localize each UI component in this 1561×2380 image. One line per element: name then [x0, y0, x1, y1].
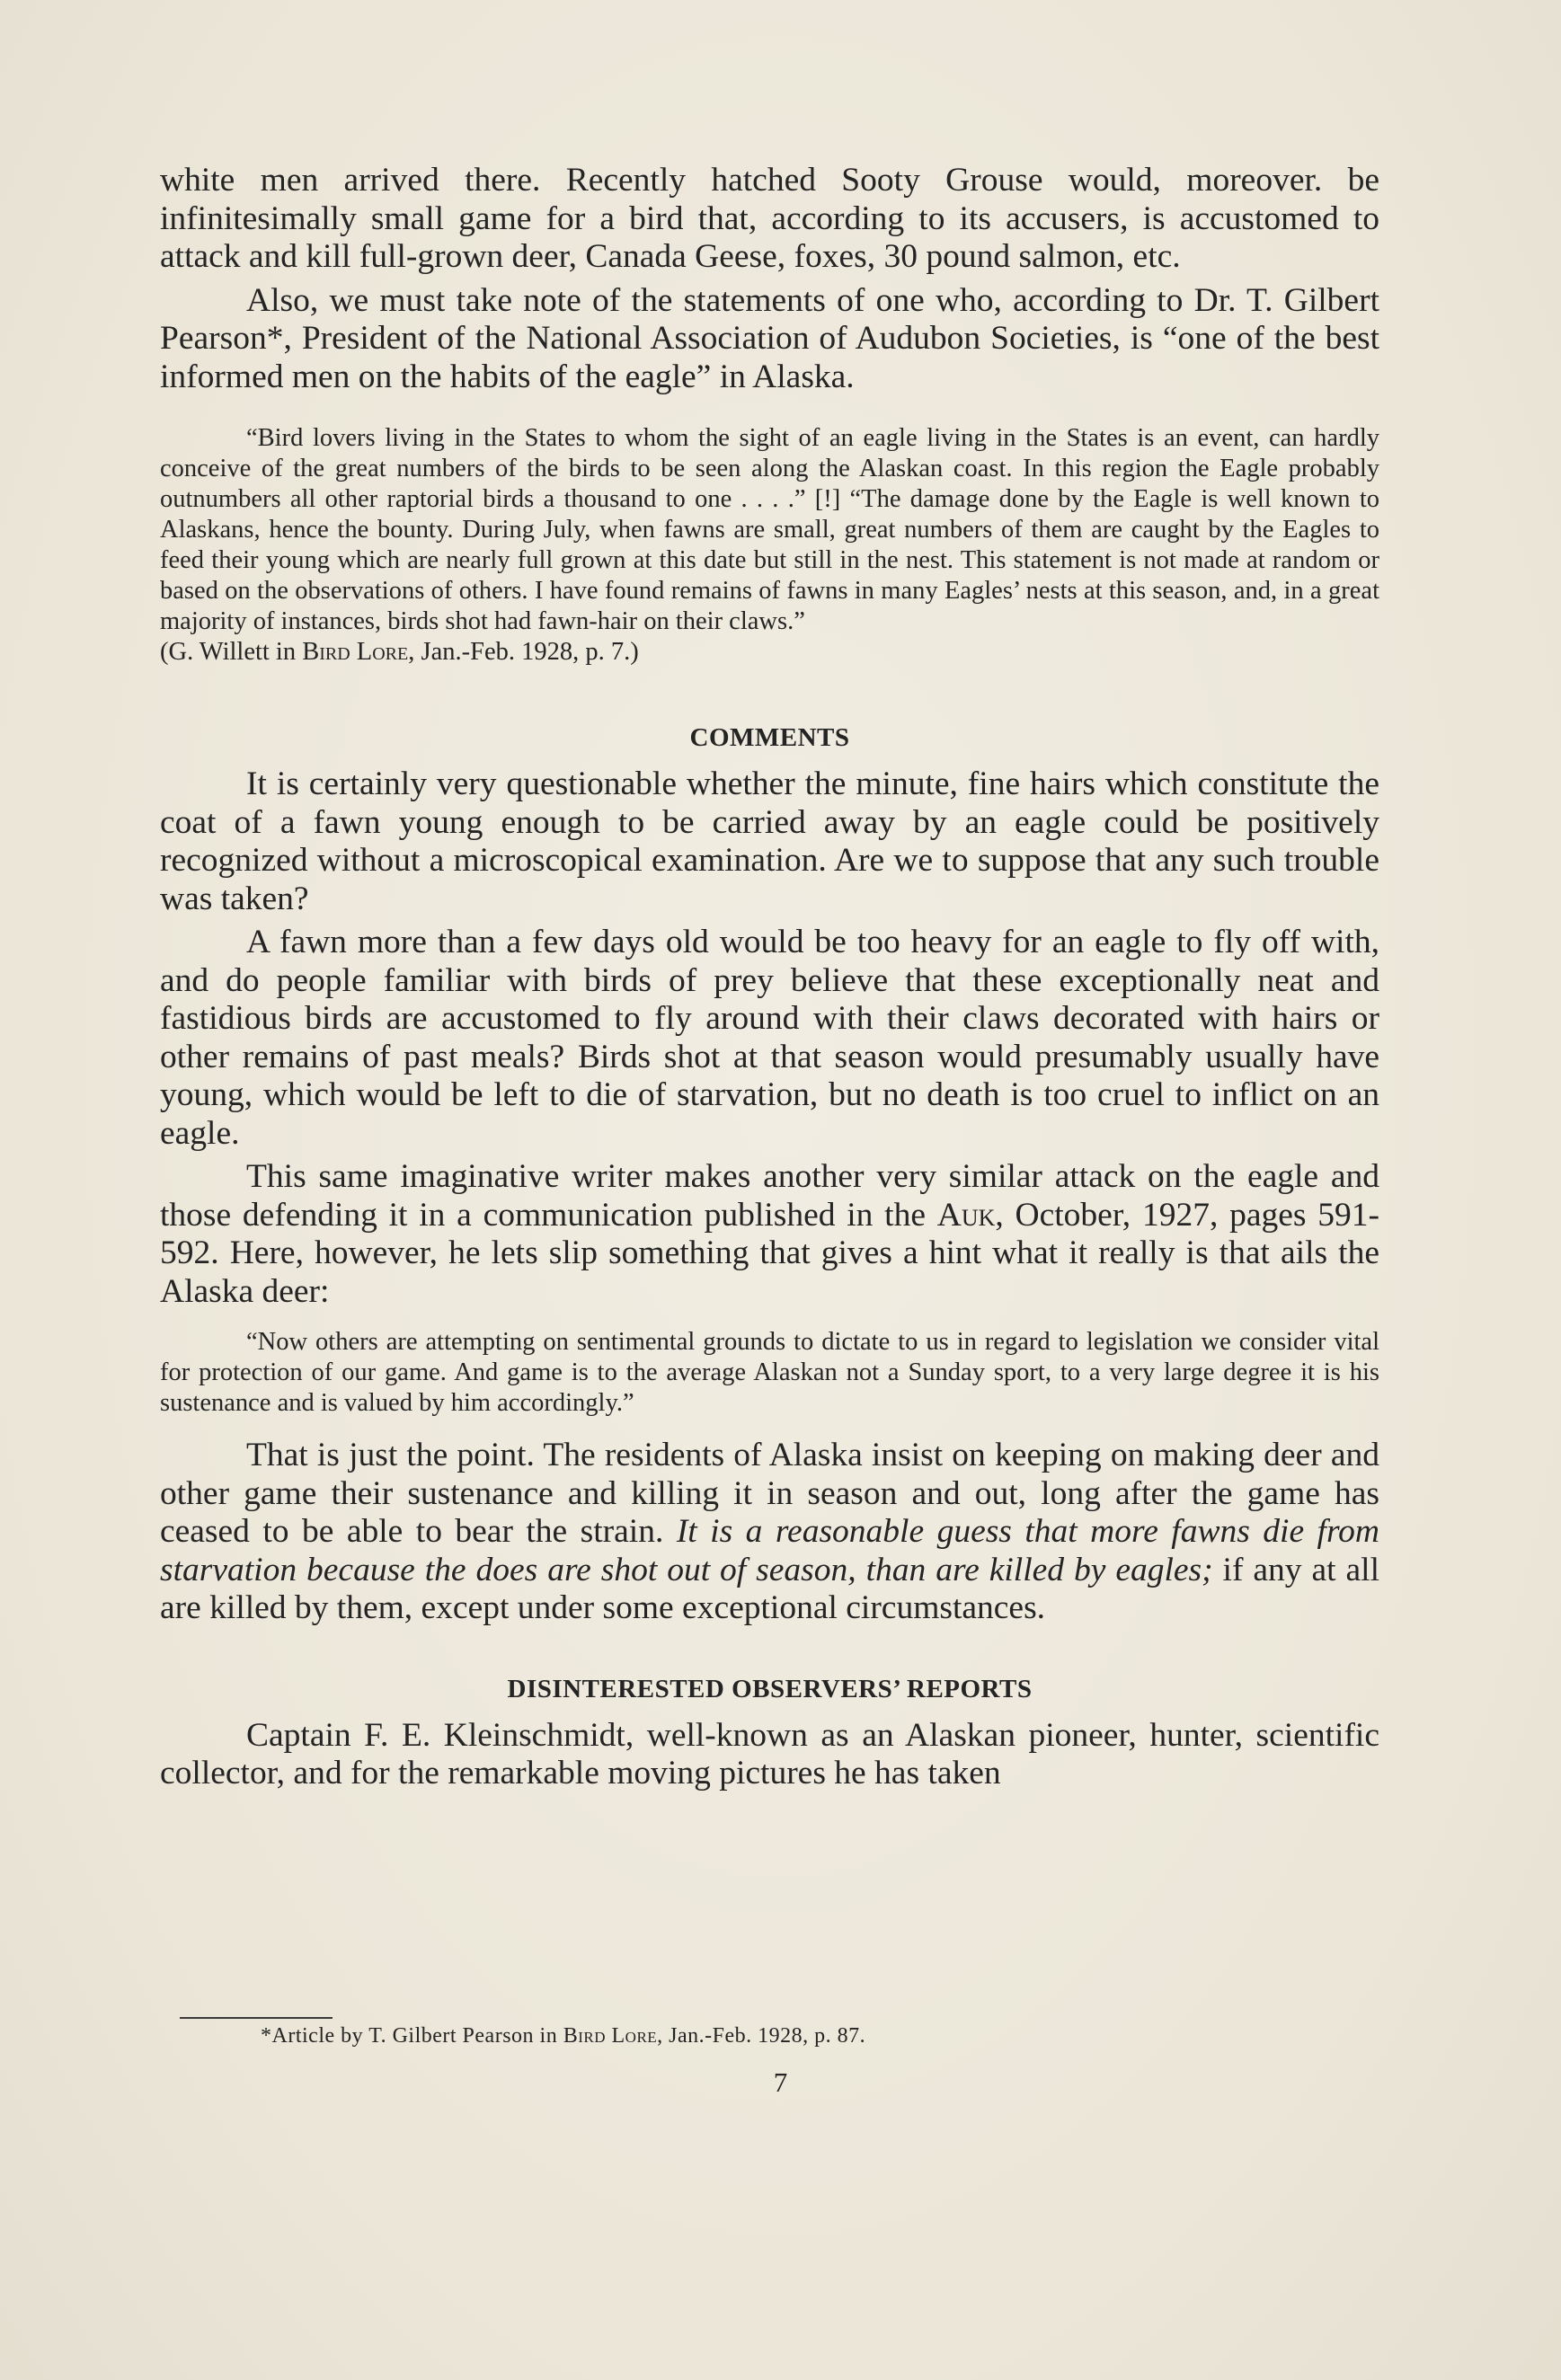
block-quote-willett — [160, 423, 1379, 668]
text-column — [160, 162, 1379, 1793]
auk-journal: Auk — [936, 1196, 996, 1234]
paragraph-kleinschmidt: Captain F. E. Kleinschmidt, well-known as an Alaskan pioneer, hunter, scientific collector, and for the remarkable moving pictures he has taken — [160, 1716, 1379, 1792]
heading-observers-reports: DISINTERESTED OBSERVERS’ REPORTS — [507, 1674, 1033, 1703]
citation-suffix: , Jan.-Feb. 1928, p. 7.) — [408, 638, 639, 666]
point-text-post: if any at all are killed by them, except under some exceptional circumstances. — [160, 1551, 1379, 1626]
point-text-italic: It is a reasonable guess that more fawns die from starvation because the does are shot out of season, than are killed by eagles; — [160, 1513, 1379, 1588]
citation-journal: Bird Lore — [302, 638, 409, 666]
citation-prefix: (G. Willett in — [160, 638, 303, 666]
page-number: 7 — [773, 2066, 788, 2098]
footnote-journal: Bird Lore — [563, 2024, 658, 2048]
footnote-text-post: , Jan.-Feb. 1928, p. 87. — [657, 2024, 866, 2048]
auk-text-post: , October, 1927, pages 591-592. Here, however, he lets slip something that gives a hint what it really is that ails the Alaska deer: — [160, 1196, 1379, 1310]
point-text-pre: That is just the point. The residents of Alaska insist on keeping on making deer and other game their sustenance and killing it in season and out, long after the game has ceased to be able to bear the strain. — [160, 1437, 1379, 1550]
paragraph-fawn-hairs: It is certainly very questionable whether the minute, fine hairs which constitute the coat of a fawn young enough to be carried away by an eagle could be positively recognized without a microscopical examination. Are we to suppose that any such trouble was taken? — [160, 765, 1379, 917]
paragraph-continuation: white men arrived there. Recently hatched Sooty Grouse would, moreover. be infinitesimally small game for a bird that, according to its accusers, is accustomed to attack and kill full-grown deer, Canada Geese, foxes, 30 pound salmon, etc. — [160, 162, 1379, 275]
paragraph-auk-communication — [160, 1158, 1379, 1311]
quote-willett-citation — [160, 637, 1379, 668]
quote-willett-text: “Bird lovers living in the States to whom the sight of an eagle living in the States is an event, can hardly conceive of the great numbers of the birds to be seen along the Alaskan coast. In this region the Eagle probably outnumbers all other raptorial birds a thousand to one . . . .” [!] “The damage done by the Eagle is well known to Alaskans, hence the bounty. During July, when fawns are small, great numbers of them are caught by the Eagles to feed their young which are nearly full grown at this date but still in the nest. This statement is not made at random or based on the observations of others. I have found remains of fawns in many Eagles’ nests at this season, and, in a great majority of instances, birds shot had fawn-hair on their claws.” — [160, 424, 1379, 635]
footnote-divider — [180, 2017, 333, 2019]
footnote-text-pre: *Article by T. Gilbert Pearson in — [261, 2024, 563, 2048]
paragraph-pearson-statement: Also, we must take note of the statements of one who, according to Dr. T. Gilbert Pearson*, President of the National Association of Audubon Societies, is “one of the best informed men on the habits of the eagle” in Alaska. — [160, 281, 1379, 395]
paragraph-the-point — [160, 1437, 1379, 1628]
footnote — [261, 2022, 1294, 2049]
paragraph-fawn-weight: A fawn more than a few days old would be too heavy for an eagle to fly off with, and do people familiar with birds of prey believe that these exceptionally neat and fastidious birds are accustomed to fly around with their claws decorated with hairs or other remains of past meals? Birds shot at that season would presumably usually have young, which would be left to die of starvation, but no death is too cruel to inflict on an eagle. — [160, 924, 1379, 1152]
block-quote-sentimental: “Now others are attempting on sentimental grounds to dictate to us in regard to legislation we consider vital for protection of our game. And game is to the average Alaskan not a Sunday sport, to a very large degree it is his sustenance and is valued by him accordingly.” — [160, 1328, 1379, 1417]
heading-comments: COMMENTS — [689, 723, 850, 752]
auk-text-pre: This same imaginative writer makes another very similar attack on the eagle and those defending it in a communication published in the — [160, 1158, 1379, 1234]
